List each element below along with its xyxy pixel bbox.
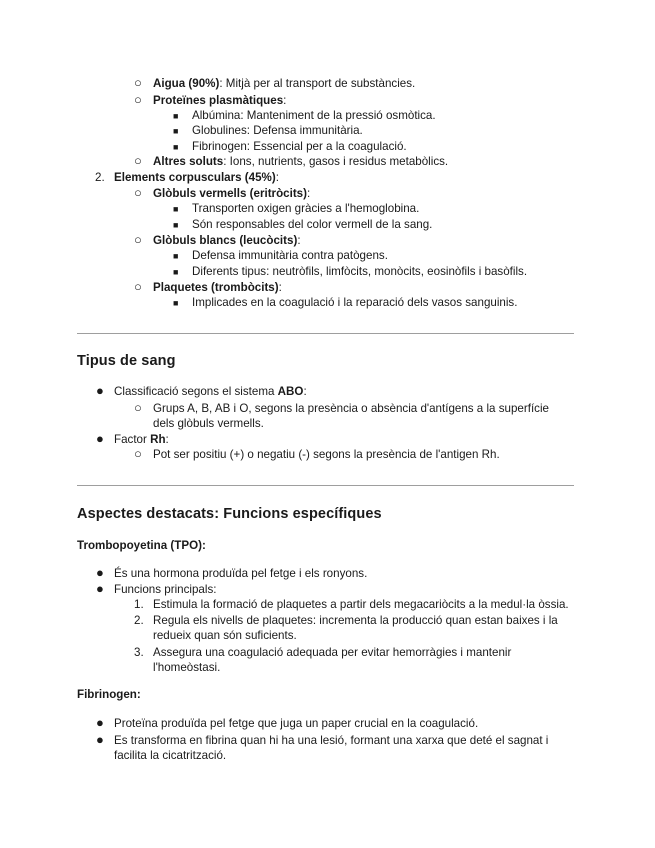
circle-bullet: ○ [134,279,142,294]
list-item-other-solutes [153,154,448,169]
item-label: Altres soluts [153,155,224,168]
list-item-tpo-2: Funcions principals: [114,583,217,596]
item-text: Factor [114,433,151,446]
item-tail: : [303,385,307,398]
item-text: : [283,94,287,107]
list-item-white-2: Diferents tipus: neutròfils, limfòcits, monòcits, eosinòfils i basòfils. [192,265,528,278]
list-item-globulins: Globulines: Defensa immunitària. [192,124,363,137]
list-item-tpo-1: És una hormona produïda pel fetge i els ronyons. [114,567,368,580]
subheading-tpo: Trombopoyetina (TPO): [77,539,206,552]
list-item-fib-2-line1: Es transforma en fibrina quan hi ha una lesió, formant una xarxa que deté el sagnat i [114,734,549,747]
item-bold: Rh [150,433,166,446]
list-item-function-2-line1: Regula els nivells de plaquetes: incrementa la producció quan estan baixes i la [153,614,558,627]
circle-bullet: ○ [134,400,142,415]
horizontal-rule [77,485,574,486]
list-item-abo-sub-line1: Grups A, B, AB i O, segons la presència o absència d'antígens a la superfície [153,402,549,415]
circle-bullet: ○ [134,92,142,107]
disc-bullet: ● [96,732,104,747]
circle-bullet: ○ [134,446,142,461]
list-number: 3. [134,646,144,659]
list-number: 2. [95,171,105,184]
square-bullet: ■ [173,267,179,277]
list-item-function-2-line2: redueix quan són suficients. [153,629,297,642]
square-bullet: ■ [173,204,179,214]
item-text: : [307,187,311,200]
item-label: Aigua (90%) [153,77,220,90]
list-item-function-3-line2: l'homeòstasi. [153,661,221,674]
square-bullet: ■ [173,142,179,152]
item-text: : [297,234,301,247]
list-number: 2. [134,614,144,627]
list-number: 1. [134,598,144,611]
list-item-white-1: Defensa immunitària contra patògens. [192,249,388,262]
heading-blood-types: Tipus de sang [77,353,176,369]
list-item-fib-1: Proteïna produïda pel fetge que juga un paper crucial en la coagulació. [114,717,479,730]
square-bullet: ■ [173,298,179,308]
list-item-white-cells [153,233,301,248]
list-item-red-1: Transporten oxigen gràcies a l'hemoglobina. [192,202,420,215]
square-bullet: ■ [173,251,179,261]
list-item-function-3-line1: Assegura una coagulació adequada per evitar hemorràgies i mantenir [153,646,512,659]
list-item-function-1: Estimula la formació de plaquetes a partir dels megacariòcits a la medul·la òssia. [153,598,569,611]
list-item-proteins [153,93,286,108]
disc-bullet: ● [96,431,104,446]
list-item-platelets [153,280,282,295]
list-item-abo [114,384,307,399]
item-text: Classificació segons el sistema [114,385,278,398]
disc-bullet: ● [96,581,104,596]
square-bullet: ■ [173,111,179,121]
item-tail: : [165,433,169,446]
disc-bullet: ● [96,383,104,398]
list-item-fib-2-line2: facilita la cicatrització. [114,749,227,762]
item-text: : [278,281,282,294]
item-label: Elements corpusculars (45%) [114,171,276,184]
list-item-albumin: Albúmina: Manteniment de la pressió osmòtica. [192,109,436,122]
disc-bullet: ● [96,715,104,730]
item-label: Proteïnes plasmàtiques [153,94,284,107]
item-bold: ABO [277,385,304,398]
subheading-fibrinogen: Fibrinogen: [77,688,141,701]
list-item-red-2: Són responsables del color vermell de la sang. [192,218,433,231]
item-label: Plaquetes (trombòcits) [153,281,279,294]
item-text: : [275,171,279,184]
list-item-corpuscular [114,170,279,185]
square-bullet: ■ [173,126,179,136]
item-label: Glòbuls vermells (eritròcits) [153,187,307,200]
list-item-rh-sub: Pot ser positiu (+) o negatiu (-) segons la presència de l'antigen Rh. [153,448,500,461]
list-item-red-cells [153,186,310,201]
list-item-rh [114,432,169,447]
heading-highlights: Aspectes destacats: Funcions específiques [77,506,382,522]
circle-bullet: ○ [134,153,142,168]
circle-bullet: ○ [134,75,142,90]
disc-bullet: ● [96,565,104,580]
horizontal-rule [77,333,574,334]
list-item-platelets-1: Implicades en la coagulació i la reparació dels vasos sanguinis. [192,296,518,309]
list-item-fibrinogen: Fibrinogen: Essencial per a la coagulació. [192,140,407,153]
circle-bullet: ○ [134,232,142,247]
list-item-abo-sub-line2: dels glòbuls vermells. [153,417,264,430]
list-item-water [153,76,415,91]
circle-bullet: ○ [134,185,142,200]
item-text: : Ions, nutrients, gasos i residus metabòlics. [223,155,449,168]
item-text: : Mitjà per al transport de substàncies. [219,77,416,90]
item-label: Glòbuls blancs (leucòcits) [153,234,298,247]
square-bullet: ■ [173,220,179,230]
